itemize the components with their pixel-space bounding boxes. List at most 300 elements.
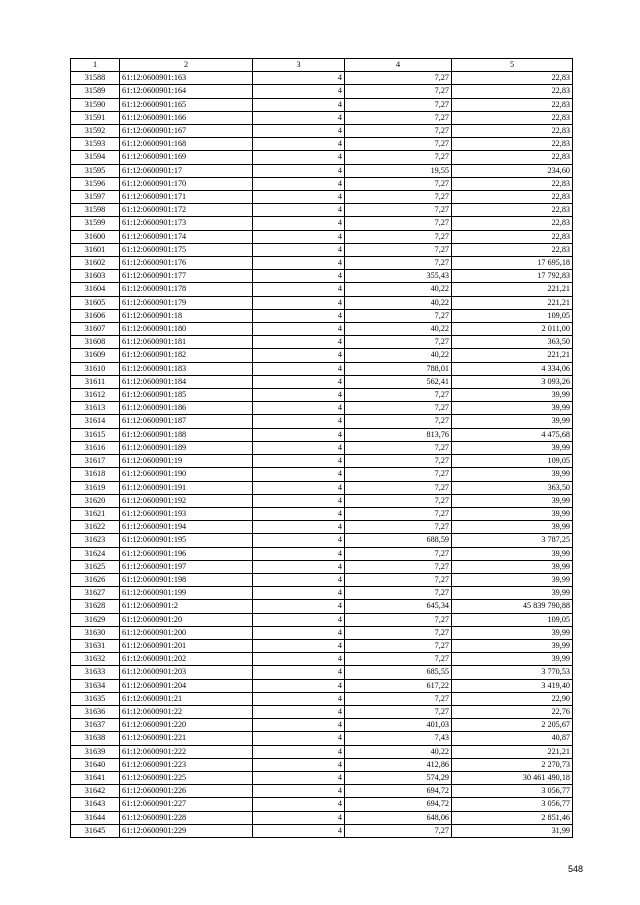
table-cell: 39,99 [452,415,573,428]
table-cell: 4 [253,534,345,547]
table-cell: 7,27 [345,692,452,705]
table-cell: 61:12:0600901:192 [120,494,253,507]
table-cell: 39,99 [452,507,573,520]
table-row [71,204,573,217]
table-cell: 7,27 [345,204,452,217]
table-body [71,72,573,838]
table-cell: 31593 [71,138,120,151]
table-row [71,679,573,692]
table-cell: 22,83 [452,177,573,190]
table-cell: 7,27 [345,257,452,270]
table-row [71,270,573,283]
table-cell: 40,22 [345,349,452,362]
table-cell: 31598 [71,204,120,217]
table-cell: 39,99 [452,547,573,560]
table-cell: 22,83 [452,217,573,230]
table-cell: 22,83 [452,230,573,243]
table-cell: 31640 [71,758,120,771]
table-cell: 31590 [71,98,120,111]
table-cell: 4 [253,257,345,270]
table-cell: 31600 [71,230,120,243]
table-cell: 3 419,40 [452,679,573,692]
table-cell: 109,05 [452,613,573,626]
table-cell: 7,27 [345,217,452,230]
table-row [71,494,573,507]
table-row [71,547,573,560]
table-cell: 4 [253,177,345,190]
table-cell: 7,27 [345,72,452,85]
table-cell: 61:12:0600901:184 [120,375,253,388]
table-cell: 22,83 [452,98,573,111]
table-cell: 4 [253,824,345,837]
table-cell: 685,55 [345,666,452,679]
table-row [71,600,573,613]
table-cell: 7,27 [345,468,452,481]
table-cell: 61:12:0600901:191 [120,481,253,494]
table-cell: 61:12:0600901:226 [120,785,253,798]
table-cell: 574,29 [345,771,452,784]
table-cell: 61:12:0600901:172 [120,204,253,217]
table-cell: 2 205,67 [452,719,573,732]
table-cell: 45 839 790,88 [452,600,573,613]
table-cell: 31595 [71,164,120,177]
table-cell: 109,05 [452,309,573,322]
table-cell: 3 787,25 [452,534,573,547]
table-cell: 61:12:0600901:179 [120,296,253,309]
table-cell: 3 056,77 [452,785,573,798]
table-cell: 4 [253,494,345,507]
table-cell: 61:12:0600901:202 [120,653,253,666]
table-cell: 61:12:0600901:163 [120,72,253,85]
table-cell: 109,05 [452,455,573,468]
table-cell: 7,27 [345,85,452,98]
table-cell: 31608 [71,336,120,349]
table-cell: 4 [253,666,345,679]
table-cell: 4 [253,309,345,322]
table-row [71,573,573,586]
registry-table [70,58,573,838]
table-cell: 4 [253,138,345,151]
table-cell: 7,27 [345,309,452,322]
table-cell: 401,03 [345,719,452,732]
table-cell: 22,83 [452,191,573,204]
table-cell: 61:12:0600901:2 [120,600,253,613]
table-cell: 562,41 [345,375,452,388]
table-cell: 61:12:0600901:188 [120,428,253,441]
table-cell: 31643 [71,798,120,811]
table-row [71,428,573,441]
table-cell: 61:12:0600901:164 [120,85,253,98]
table-cell: 31635 [71,692,120,705]
table-row [71,125,573,138]
table-cell: 31626 [71,573,120,586]
table-cell: 221,21 [452,745,573,758]
table-cell: 4 [253,745,345,758]
table-cell: 61:12:0600901:221 [120,732,253,745]
table-cell: 31603 [71,270,120,283]
table-cell: 31589 [71,85,120,98]
table-cell: 39,99 [452,441,573,454]
table-cell: 4 [253,653,345,666]
table-cell: 61:12:0600901:18 [120,309,253,322]
table-cell: 31591 [71,111,120,124]
table-row [71,534,573,547]
table-cell: 39,99 [452,639,573,652]
table-cell: 61:12:0600901:166 [120,111,253,124]
table-cell: 31615 [71,428,120,441]
table-cell: 17 792,83 [452,270,573,283]
table-cell: 31624 [71,547,120,560]
table-cell: 61:12:0600901:220 [120,719,253,732]
table-cell: 61:12:0600901:183 [120,362,253,375]
table-cell: 61:12:0600901:199 [120,587,253,600]
table-row [71,217,573,230]
table-row [71,164,573,177]
table-cell: 4 [253,758,345,771]
table-cell: 221,21 [452,349,573,362]
table-cell: 7,27 [345,151,452,164]
table-cell: 61:12:0600901:169 [120,151,253,164]
table-row [71,230,573,243]
table-cell: 7,27 [345,191,452,204]
table-cell: 61:12:0600901:175 [120,243,253,256]
table-cell: 4 [253,705,345,718]
table-cell: 7,27 [345,521,452,534]
table-cell: 31601 [71,243,120,256]
table-cell: 22,76 [452,705,573,718]
table-cell: 31632 [71,653,120,666]
table-cell: 61:12:0600901:228 [120,811,253,824]
table-row [71,177,573,190]
table-cell: 31619 [71,481,120,494]
table-cell: 31606 [71,309,120,322]
table-row [71,85,573,98]
table-cell: 61:12:0600901:173 [120,217,253,230]
table-cell: 4 [253,85,345,98]
table-row [71,639,573,652]
table-cell: 7,27 [345,243,452,256]
table-cell: 61:12:0600901:17 [120,164,253,177]
table-cell: 61:12:0600901:203 [120,666,253,679]
table-cell: 4 [253,613,345,626]
table-cell: 617,22 [345,679,452,692]
table-cell: 31645 [71,824,120,837]
table-cell: 39,99 [452,626,573,639]
table-cell: 4 [253,521,345,534]
table-cell: 788,01 [345,362,452,375]
table-cell: 40,22 [345,283,452,296]
table-cell: 31631 [71,639,120,652]
table-cell: 7,27 [345,230,452,243]
table-cell: 31633 [71,666,120,679]
table-row [71,191,573,204]
table-cell: 4 [253,217,345,230]
table-cell: 31625 [71,560,120,573]
table-cell: 61:12:0600901:178 [120,283,253,296]
table-cell: 31629 [71,613,120,626]
table-cell: 3 056,77 [452,798,573,811]
table-cell: 61:12:0600901:222 [120,745,253,758]
table-cell: 221,21 [452,296,573,309]
table-cell: 31628 [71,600,120,613]
table-cell: 31621 [71,507,120,520]
table-row [71,613,573,626]
table-row [71,560,573,573]
table-cell: 7,27 [345,125,452,138]
table-cell: 61:12:0600901:194 [120,521,253,534]
table-cell: 4 [253,587,345,600]
table-cell: 61:12:0600901:182 [120,349,253,362]
table-cell: 7,27 [345,587,452,600]
table-cell: 31618 [71,468,120,481]
table-cell: 31620 [71,494,120,507]
table-cell: 31610 [71,362,120,375]
table-cell: 30 461 490,18 [452,771,573,784]
table-cell: 31639 [71,745,120,758]
table-cell: 4 [253,151,345,164]
table-cell: 4 [253,679,345,692]
table-cell: 61:12:0600901:189 [120,441,253,454]
table-cell: 7,27 [345,98,452,111]
table-cell: 7,27 [345,653,452,666]
table-cell: 4 [253,468,345,481]
table-cell: 22,83 [452,138,573,151]
table-cell: 31597 [71,191,120,204]
table-cell: 31637 [71,719,120,732]
table-cell: 31644 [71,811,120,824]
table-cell: 61:12:0600901:20 [120,613,253,626]
table-row [71,283,573,296]
table-cell: 31638 [71,732,120,745]
table-cell: 31641 [71,771,120,784]
table-row [71,719,573,732]
table-cell: 61:12:0600901:19 [120,455,253,468]
table-row [71,362,573,375]
table-row [71,323,573,336]
table-row [71,455,573,468]
table-cell: 40,22 [345,323,452,336]
table-cell: 61:12:0600901:190 [120,468,253,481]
table-cell: 7,27 [345,494,452,507]
table-cell: 4 [253,164,345,177]
table-cell: 31609 [71,349,120,362]
table-cell: 61:12:0600901:196 [120,547,253,560]
table-row [71,653,573,666]
table-cell: 7,27 [345,415,452,428]
table-cell: 4 [253,573,345,586]
table-row [71,243,573,256]
table-cell: 4 [253,415,345,428]
table-cell: 39,99 [452,560,573,573]
table-cell: 61:12:0600901:165 [120,98,253,111]
table-row [71,257,573,270]
table-row [71,111,573,124]
table-cell: 7,27 [345,626,452,639]
table-cell: 355,43 [345,270,452,283]
table-cell: 412,86 [345,758,452,771]
table-cell: 31611 [71,375,120,388]
table-cell: 4 [253,639,345,652]
table-cell: 4 [253,402,345,415]
table-cell: 61:12:0600901:204 [120,679,253,692]
table-cell: 61:12:0600901:176 [120,257,253,270]
table-cell: 61:12:0600901:201 [120,639,253,652]
table-cell: 7,27 [345,547,452,560]
table-cell: 61:12:0600901:186 [120,402,253,415]
table-row [71,824,573,837]
table-row [71,468,573,481]
table-row [71,507,573,520]
table-cell: 7,27 [345,336,452,349]
table-cell: 31599 [71,217,120,230]
table-cell: 4 [253,626,345,639]
table-cell: 61:12:0600901:170 [120,177,253,190]
table-cell: 31588 [71,72,120,85]
table-cell: 4 [253,204,345,217]
table-cell: 19,55 [345,164,452,177]
table-cell: 4 [253,230,345,243]
table-cell: 7,27 [345,111,452,124]
table-cell: 31613 [71,402,120,415]
table-cell: 3 093,26 [452,375,573,388]
table-cell: 61:12:0600901:200 [120,626,253,639]
table-cell: 22,83 [452,111,573,124]
table-cell: 234,60 [452,164,573,177]
table-cell: 4 [253,785,345,798]
table-cell: 4 [253,111,345,124]
table-row [71,389,573,402]
table-cell: 694,72 [345,785,452,798]
table-row [71,296,573,309]
table-cell: 61:12:0600901:181 [120,336,253,349]
table-row [71,349,573,362]
table-cell: 7,27 [345,455,452,468]
table-cell: 31614 [71,415,120,428]
table-cell: 4 [253,600,345,613]
table-cell: 61:12:0600901:197 [120,560,253,573]
header-row [71,59,573,72]
table-cell: 4 [253,191,345,204]
table-cell: 4 [253,336,345,349]
table-cell: 7,27 [345,177,452,190]
table-row [71,798,573,811]
table-cell: 2 011,00 [452,323,573,336]
table-cell: 221,21 [452,283,573,296]
table-cell: 7,27 [345,573,452,586]
table-cell: 31634 [71,679,120,692]
table-cell: 2 270,73 [452,758,573,771]
table-cell: 31,99 [452,824,573,837]
table-row [71,705,573,718]
table-cell: 61:12:0600901:225 [120,771,253,784]
column-header: 3 [253,59,345,72]
table-cell: 22,83 [452,151,573,164]
table-cell: 61:12:0600901:180 [120,323,253,336]
table-row [71,771,573,784]
table-cell: 39,99 [452,653,573,666]
table-cell: 4 [253,560,345,573]
table-row [71,441,573,454]
column-header: 2 [120,59,253,72]
table-row [71,811,573,824]
table-cell: 4 [253,547,345,560]
table-cell: 4 475,68 [452,428,573,441]
table-cell: 31627 [71,587,120,600]
table-cell: 39,99 [452,573,573,586]
table-cell: 40,87 [452,732,573,745]
table-cell: 61:12:0600901:174 [120,230,253,243]
table-cell: 61:12:0600901:227 [120,798,253,811]
table-cell: 61:12:0600901:22 [120,705,253,718]
table-cell: 61:12:0600901:187 [120,415,253,428]
table-cell: 4 [253,296,345,309]
table-cell: 4 [253,72,345,85]
table-cell: 7,27 [345,389,452,402]
table-cell: 7,27 [345,560,452,573]
table-row [71,375,573,388]
table-cell: 22,83 [452,85,573,98]
table-cell: 4 [253,375,345,388]
table-cell: 61:12:0600901:171 [120,191,253,204]
table-cell: 4 [253,507,345,520]
table-cell: 31622 [71,521,120,534]
table-row [71,587,573,600]
table-cell: 4 [253,349,345,362]
table-cell: 4 [253,243,345,256]
table-row [71,626,573,639]
table-cell: 4 [253,441,345,454]
table-cell: 22,83 [452,243,573,256]
table-cell: 31605 [71,296,120,309]
table-cell: 7,27 [345,639,452,652]
table-cell: 22,83 [452,72,573,85]
table-cell: 4 [253,719,345,732]
table-cell: 4 [253,98,345,111]
table-row [71,732,573,745]
table-cell: 7,27 [345,824,452,837]
table-cell: 39,99 [452,402,573,415]
table-cell: 61:12:0600901:195 [120,534,253,547]
table-cell: 363,50 [452,336,573,349]
table-cell: 31623 [71,534,120,547]
table-cell: 4 [253,389,345,402]
table-row [71,98,573,111]
table-cell: 7,27 [345,441,452,454]
table-cell: 39,99 [452,587,573,600]
table-cell: 7,27 [345,481,452,494]
table-cell: 39,99 [452,521,573,534]
table-cell: 4 [253,428,345,441]
table-cell: 4 [253,732,345,745]
table-cell: 40,22 [345,296,452,309]
table-row [71,402,573,415]
table-row [71,785,573,798]
table-cell: 4 [253,481,345,494]
table-cell: 61:12:0600901:185 [120,389,253,402]
table-cell: 694,72 [345,798,452,811]
table-cell: 7,43 [345,732,452,745]
table-cell: 31604 [71,283,120,296]
column-header: 4 [345,59,452,72]
table-cell: 813,76 [345,428,452,441]
table-cell: 4 [253,811,345,824]
table-cell: 31594 [71,151,120,164]
table-row [71,309,573,322]
table-row [71,692,573,705]
table-row [71,745,573,758]
table-cell: 4 [253,323,345,336]
table-row [71,72,573,85]
